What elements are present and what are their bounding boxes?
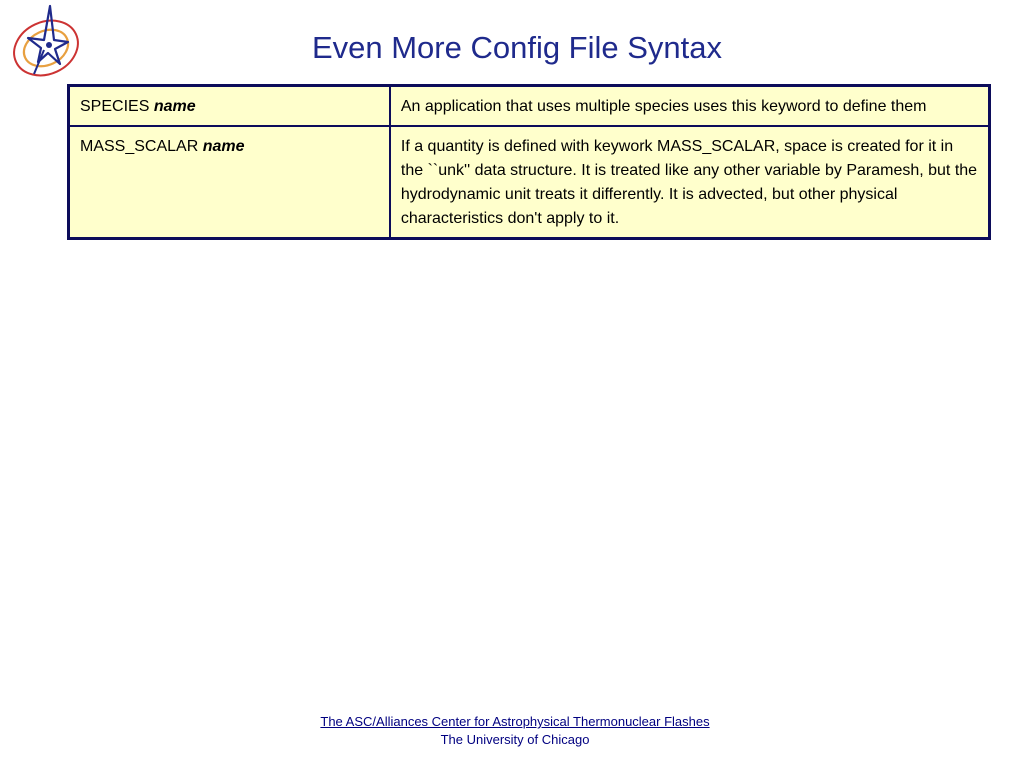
keyword-cell [69, 86, 390, 127]
config-syntax-table [67, 84, 991, 240]
footer-center-link[interactable]: The ASC/Alliances Center for Astrophysical Thermonuclear Flashes [320, 714, 710, 729]
keyword-cell [69, 126, 390, 239]
slide-title: Even More Config File Syntax [311, 30, 723, 65]
description-cell: If a quantity is defined with keywork MASS_SCALAR, space is created for it in the ``unk'' data structure. It is treated like any other variable by Paramesh, but the hydrodynamic unit treats it differently. It is advected, but other physical characteristics don't apply to it. [390, 126, 990, 239]
table-row [69, 86, 990, 127]
table-row [69, 126, 990, 239]
footer-institution: The University of Chicago [440, 732, 590, 747]
keyword-argument: name [153, 98, 196, 115]
keyword-text: SPECIES [80, 98, 150, 115]
description-cell: An application that uses multiple species uses this keyword to define them [390, 86, 990, 127]
keyword-argument: name [202, 138, 245, 155]
keyword-text: MASS_SCALAR [80, 138, 199, 155]
